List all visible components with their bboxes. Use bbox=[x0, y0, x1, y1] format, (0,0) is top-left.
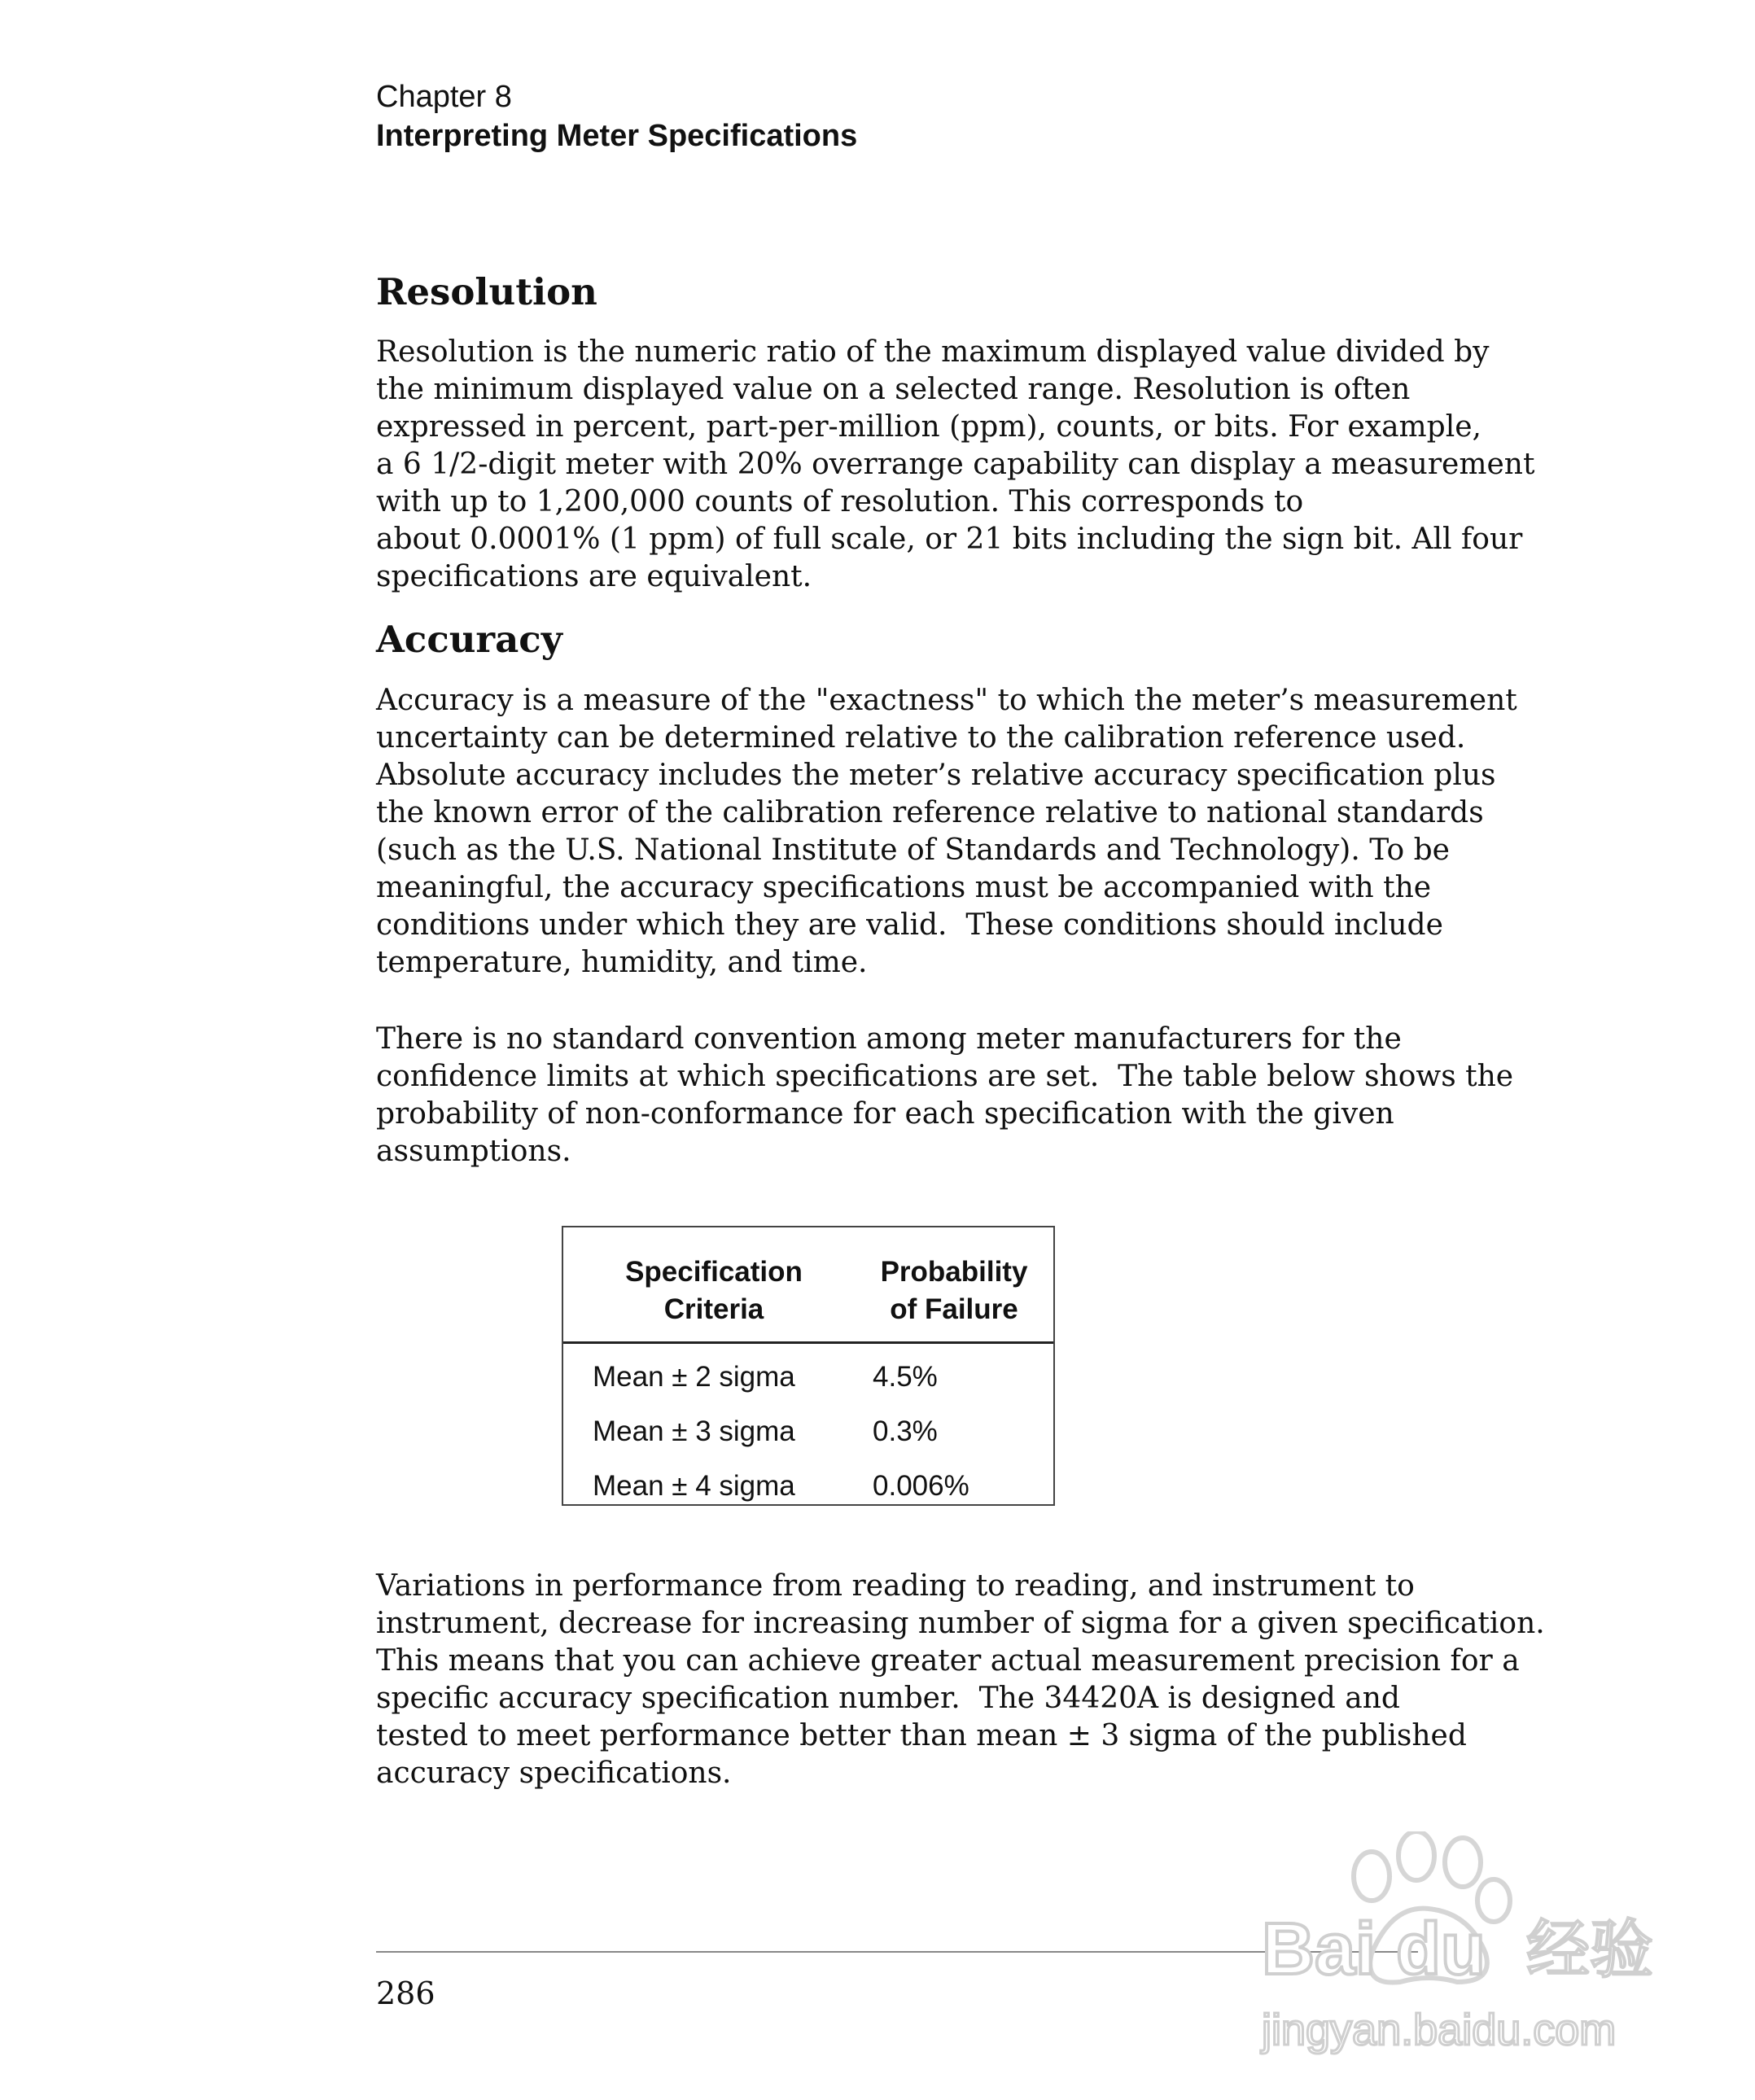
paragraph-line: (such as the U.S. National Institute of Standards and Technology). To be bbox=[376, 833, 1450, 867]
accuracy-paragraph-1 bbox=[376, 682, 1517, 982]
chapter-label: Chapter 8 bbox=[376, 80, 512, 114]
paragraph-line: temperature, humidity, and time. bbox=[376, 946, 868, 979]
accuracy-paragraph-2 bbox=[376, 1021, 1513, 1170]
page-number: 286 bbox=[376, 1975, 435, 2011]
paragraph-line: tested to meet performance better than mean ± 3 sigma of the published bbox=[376, 1719, 1467, 1752]
paragraph-line: probability of non-conformance for each specification with the given bbox=[376, 1097, 1394, 1131]
criteria-cell: Mean ± 4 sigma bbox=[593, 1470, 795, 1502]
watermark-url: jingyan.baidu.com bbox=[1262, 2006, 1617, 2054]
criteria-cell: Mean ± 3 sigma bbox=[593, 1415, 795, 1447]
column-header-criteria: Specification Criteria bbox=[625, 1256, 803, 1325]
watermark-brand: Bai du bbox=[1262, 1909, 1486, 1990]
probability-cell: 4.5% bbox=[873, 1361, 938, 1393]
paragraph-line: expressed in percent, part-per-million (ppm), counts, or bits. For example, bbox=[376, 410, 1481, 444]
paragraph-line: This means that you can achieve greater actual measurement precision for a bbox=[376, 1644, 1520, 1678]
paragraph-line: conditions under which they are valid. These conditions should include bbox=[376, 908, 1443, 942]
baidu-watermark-logo bbox=[1250, 1831, 1673, 2059]
resolution-heading: Resolution bbox=[376, 270, 597, 313]
chapter-title: Interpreting Meter Specifications bbox=[376, 119, 858, 153]
paragraph-line: meaningful, the accuracy specifications must be accompanied with the bbox=[376, 871, 1432, 904]
specification-table bbox=[562, 1226, 1055, 1506]
paragraph-line: a 6 1/2-digit meter with 20% overrange capability can display a measurement bbox=[376, 448, 1535, 481]
table-row bbox=[563, 1359, 1053, 1415]
paragraph-line: assumptions. bbox=[376, 1135, 571, 1168]
variations-paragraph bbox=[376, 1568, 1545, 1792]
paragraph-line: Accuracy is a measure of the "exactness" to which the meter’s measurement bbox=[376, 684, 1517, 717]
table-row bbox=[563, 1468, 1053, 1524]
paragraph-line: uncertainty can be determined relative to the calibration reference used. bbox=[376, 721, 1466, 755]
paragraph-line: accuracy specifications. bbox=[376, 1757, 732, 1790]
resolution-paragraph bbox=[376, 334, 1534, 596]
criteria-cell: Mean ± 2 sigma bbox=[593, 1361, 795, 1393]
table-row bbox=[563, 1414, 1053, 1469]
paragraph-line: instrument, decrease for increasing number of sigma for a given specification. bbox=[376, 1607, 1545, 1640]
paragraph-line: the minimum displayed value on a selected range. Resolution is often bbox=[376, 373, 1411, 406]
paragraph-line: confidence limits at which specifications are set. The table below shows the bbox=[376, 1060, 1514, 1093]
column-header-probability: Probability of Failure bbox=[880, 1256, 1028, 1325]
accuracy-heading: Accuracy bbox=[376, 618, 562, 661]
paragraph-line: with up to 1,200,000 counts of resolution. This corresponds to bbox=[376, 485, 1304, 518]
paragraph-line: Absolute accuracy includes the meter’s relative accuracy specification plus bbox=[376, 759, 1496, 792]
probability-cell: 0.3% bbox=[873, 1415, 938, 1447]
paragraph-line: Variations in performance from reading to reading, and instrument to bbox=[376, 1569, 1415, 1603]
paragraph-line: There is no standard convention among meter manufacturers for the bbox=[376, 1022, 1402, 1056]
paragraph-line: the known error of the calibration reference relative to national standards bbox=[376, 796, 1484, 829]
table-header-rule bbox=[563, 1341, 1053, 1344]
paragraph-line: about 0.0001% (1 ppm) of full scale, or 21 bits including the sign bit. All four bbox=[376, 523, 1523, 556]
paragraph-line: specifications are equivalent. bbox=[376, 560, 812, 593]
paragraph-line: Resolution is the numeric ratio of the maximum displayed value divided by bbox=[376, 335, 1490, 369]
probability-cell: 0.006% bbox=[873, 1470, 969, 1502]
paragraph-line: specific accuracy specification number. The 34420A is designed and bbox=[376, 1682, 1400, 1715]
watermark-cn-text: 经验 bbox=[1526, 1914, 1654, 1987]
